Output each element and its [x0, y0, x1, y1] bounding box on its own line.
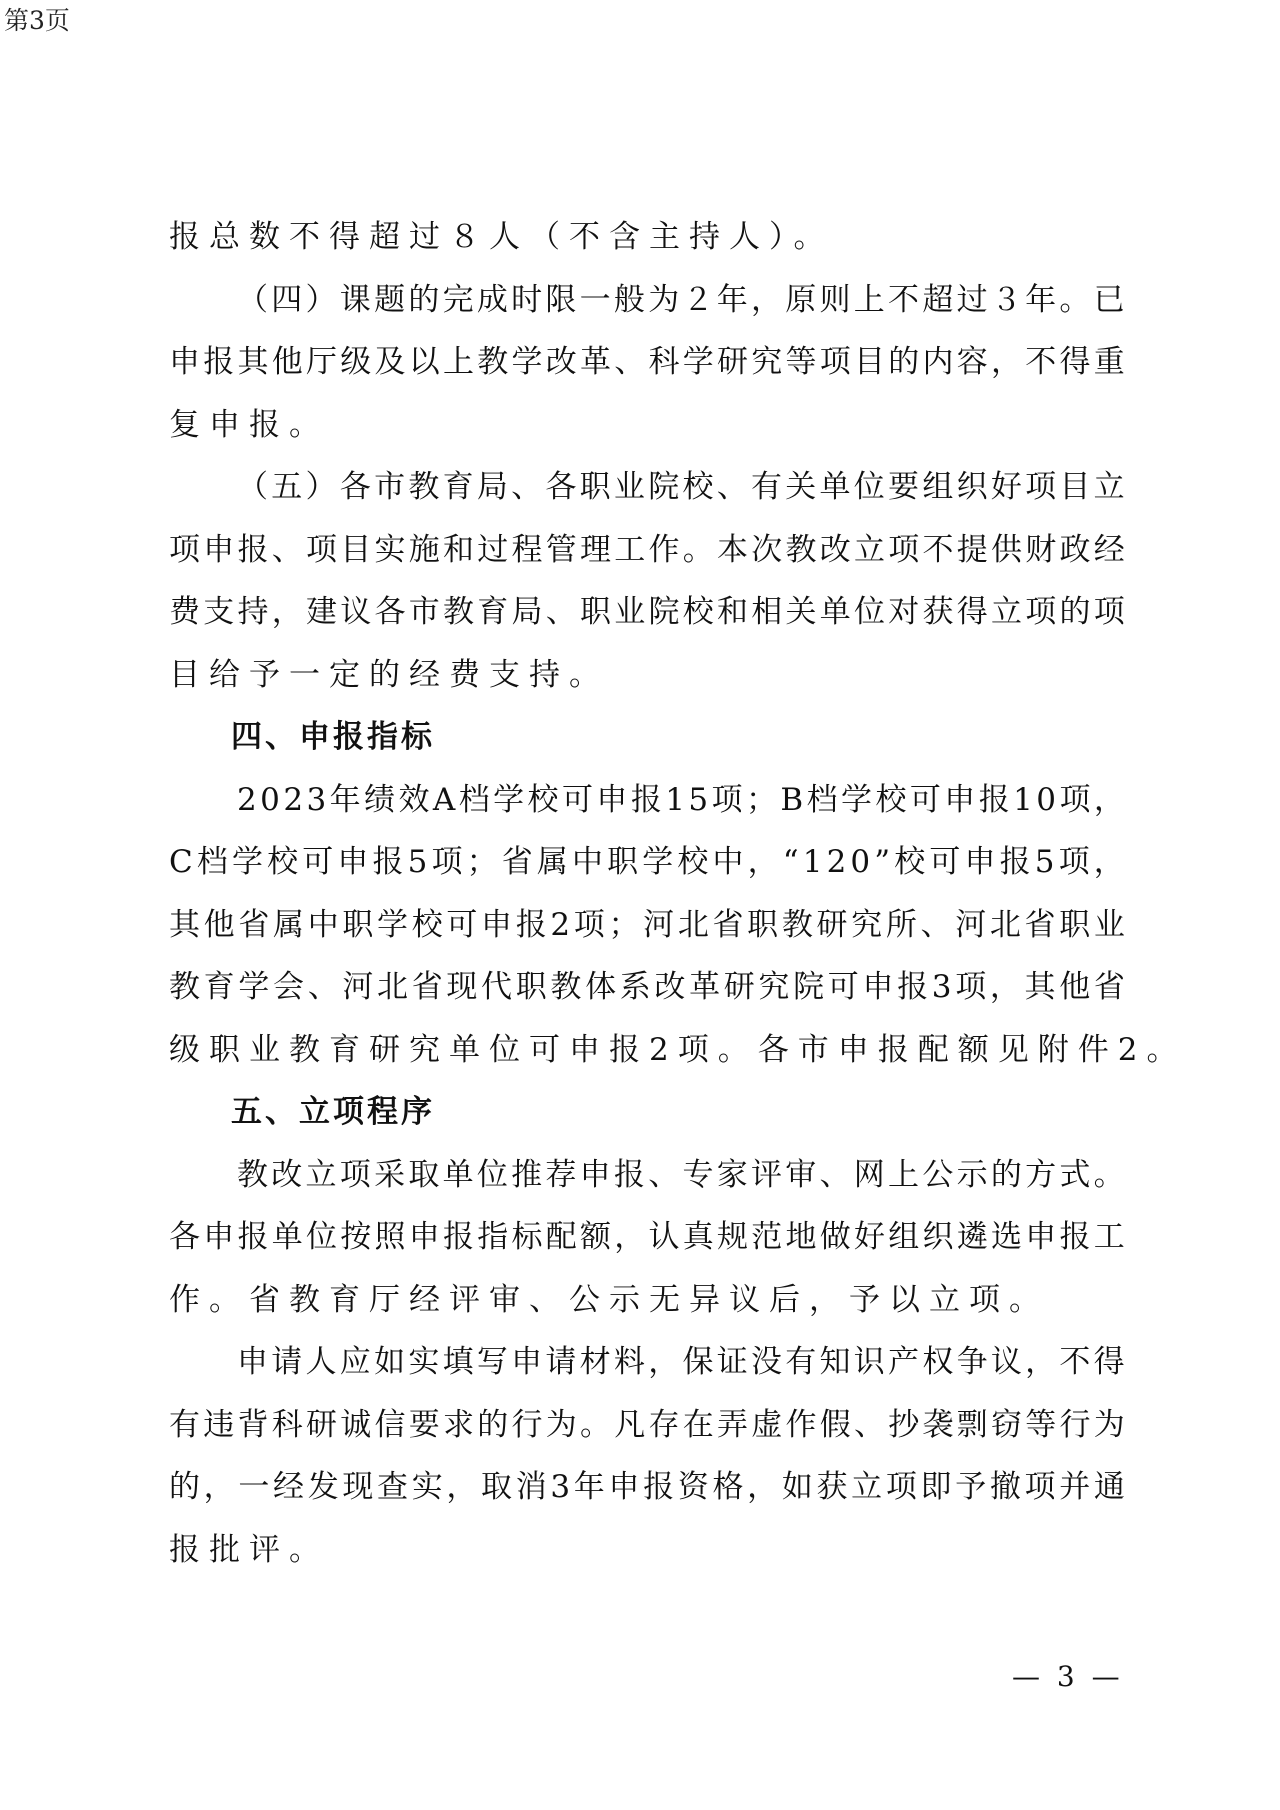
- text-line: 申 报 其 他 厅 级 及 以 上 教 学 改 革 、 科 学 研 究 等 项 目 的 内 容 ， 不 得 重: [169, 344, 1125, 380]
- text-line: （ 五 ） 各 市 教 育 局 、 各 职 业 院 校 、 有 关 单 位 要 组 织 好 项 目 立: [237, 469, 1125, 505]
- page-number: — 3 —: [1012, 1660, 1124, 1693]
- section-heading: 五、立项程序: [231, 1094, 435, 1130]
- text-line: 有 违 背 科 研 诚 信 要 求 的 行 为 。 凡 存 在 弄 虚 作 假 、 抄 袭 剽 窃 等 行 为: [169, 1406, 1125, 1443]
- text-line: 2 0 2 3 年 绩 效 A 档 学 校 可 申 报 1 5 项 ； B 档 学 校 可 申 报 1 0 项 ，: [237, 781, 1125, 818]
- page-label: 第3页: [4, 6, 70, 35]
- text-line: 级职业教育研究单位可申报2项。各市申报配额见附件2。: [169, 1031, 1187, 1068]
- text-line: 教 改 立 项 采 取 单 位 推 荐 申 报 、 专 家 评 审 、 网 上 公 示 的 方 式 。: [237, 1156, 1125, 1193]
- text-line: 报总数不得超过８人（不含主持人）。: [169, 219, 834, 255]
- text-line: 各 申 报 单 位 按 照 申 报 指 标 配 额 ， 认 真 规 范 地 做 好 组 织 遴 选 申 报 工: [169, 1219, 1125, 1255]
- text-line: 的 ， 一 经 发 现 查 实 ， 取 消 3 年 申 报 资 格 ， 如 获 立 项 即 予 撤 项 并 通: [169, 1469, 1125, 1505]
- text-line: 费 支 持 ， 建 议 各 市 教 育 局 、 职 业 院 校 和 相 关 单 位 对 获 得 立 项 的 项: [169, 594, 1125, 630]
- text-line: 教 育 学 会 、 河 北 省 现 代 职 教 体 系 改 革 研 究 院 可 申 报 3 项 ， 其 他 省: [169, 969, 1125, 1005]
- text-line: 作。省教育厅经评审、公示无异议后，予以立项。: [169, 1281, 1049, 1318]
- section-heading: 四、申报指标: [231, 719, 435, 755]
- text-line: C 档 学 校 可 申 报 5 项 ； 省 属 中 职 学 校 中 ， “ 1 2 0 ” 校 可 申 报 5 项 ，: [169, 844, 1125, 880]
- text-line: 复申报。: [169, 406, 329, 443]
- text-line: 项 申 报 、 项 目 实 施 和 过 程 管 理 工 作 。 本 次 教 改 立 项 不 提 供 财 政 经: [169, 531, 1125, 568]
- document-body: [169, 206, 1187, 1581]
- text-line: 目给予一定的经费支持。: [169, 656, 609, 693]
- text-line: 报批评。: [169, 1531, 329, 1568]
- text-line: 申 请 人 应 如 实 填 写 申 请 材 料 ， 保 证 没 有 知 识 产 权 争 议 ， 不 得: [237, 1344, 1125, 1380]
- text-line: （ 四 ） 课 题 的 完 成 时 限 一 般 为 ２ 年 ， 原 则 上 不 超 过 ３ 年 。 已: [237, 281, 1125, 318]
- text-line: 其 他 省 属 中 职 学 校 可 申 报 2 项 ； 河 北 省 职 教 研 究 所 、 河 北 省 职 业: [169, 906, 1125, 943]
